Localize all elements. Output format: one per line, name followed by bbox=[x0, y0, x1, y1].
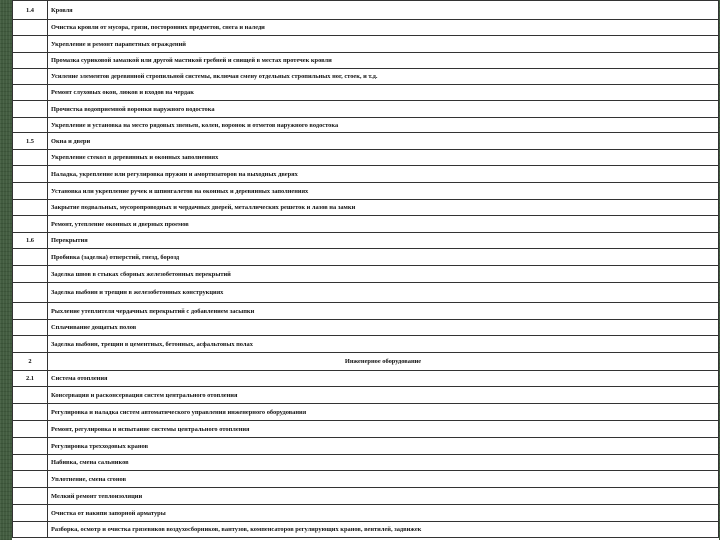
work-description: Очистка кровли от мусора, грязи, посторонних предметов, снега и наледи bbox=[48, 20, 719, 36]
table-row bbox=[13, 283, 719, 303]
row-number bbox=[13, 336, 48, 353]
row-number bbox=[13, 200, 48, 216]
work-description: Мелкий ремонт теплоизоляции bbox=[48, 488, 719, 505]
row-number bbox=[13, 471, 48, 488]
row-number bbox=[13, 216, 48, 233]
row-number: 2 bbox=[13, 353, 48, 371]
work-description: Система отопления bbox=[48, 371, 719, 387]
work-description: Укрепление стекол в деревянных и оконных заполнениях bbox=[48, 150, 719, 166]
table-row bbox=[13, 150, 719, 166]
table-row bbox=[13, 471, 719, 488]
work-description: Пробивка (заделка) отверстий, гнезд, борозд bbox=[48, 249, 719, 266]
table-row bbox=[13, 421, 719, 438]
table-row bbox=[13, 320, 719, 336]
table-row bbox=[13, 118, 719, 133]
row-number: 1.4 bbox=[13, 1, 48, 20]
table-row bbox=[13, 522, 719, 538]
row-number bbox=[13, 166, 48, 183]
table-row bbox=[13, 387, 719, 404]
table-row bbox=[13, 249, 719, 266]
work-description: Регулировка трехходовых кранов bbox=[48, 438, 719, 455]
table-row bbox=[13, 183, 719, 200]
table-row bbox=[13, 69, 719, 85]
work-description: Консервация и расконсервация систем центрального отопления bbox=[48, 387, 719, 404]
row-number bbox=[13, 283, 48, 303]
work-description: Очистка от накипи запорной арматуры bbox=[48, 505, 719, 522]
work-description: Заделка швов в стыках сборных железобетонных перекрытий bbox=[48, 266, 719, 283]
row-number bbox=[13, 505, 48, 522]
table-row bbox=[13, 438, 719, 455]
row-number bbox=[13, 488, 48, 505]
work-description: Укрепление и ремонт парапетных ограждений bbox=[48, 36, 719, 53]
row-number bbox=[13, 69, 48, 85]
row-number bbox=[13, 36, 48, 53]
subsection-row bbox=[13, 1, 719, 20]
row-number bbox=[13, 118, 48, 133]
work-description: Заделка выбоин и трещин в железобетонных конструкциях bbox=[48, 283, 719, 303]
row-number bbox=[13, 522, 48, 538]
document-sheet bbox=[12, 0, 719, 540]
maintenance-works-table bbox=[12, 0, 719, 538]
row-number: 1.5 bbox=[13, 133, 48, 150]
table-row bbox=[13, 20, 719, 36]
row-number bbox=[13, 183, 48, 200]
row-number bbox=[13, 404, 48, 421]
section-title: Инженерное оборудование bbox=[48, 353, 719, 371]
row-number bbox=[13, 421, 48, 438]
work-description: Регулировка и наладка систем автоматического управления инженерного оборудования bbox=[48, 404, 719, 421]
table-row bbox=[13, 200, 719, 216]
row-number bbox=[13, 53, 48, 69]
work-description: Закрытие подвальных, мусоропроводных и чердачных дверей, металлических решеток и лазов на замки bbox=[48, 200, 719, 216]
work-description: Рыхление утеплителя чердачных перекрытий с добавлением засыпки bbox=[48, 303, 719, 320]
work-description: Сплачивание дощатых полов bbox=[48, 320, 719, 336]
work-description: Ремонт, регулировка и испытание системы центрального отопления bbox=[48, 421, 719, 438]
table-row bbox=[13, 53, 719, 69]
subsection-row bbox=[13, 133, 719, 150]
row-number bbox=[13, 249, 48, 266]
row-number bbox=[13, 320, 48, 336]
work-description: Прочистка водоприемной воронки наружного водостока bbox=[48, 101, 719, 118]
work-description: Уплотнение, смена сгонов bbox=[48, 471, 719, 488]
row-number bbox=[13, 150, 48, 166]
table-row bbox=[13, 455, 719, 471]
row-number bbox=[13, 438, 48, 455]
work-description: Усиление элементов деревянной стропильной системы, включая смену отдельных стропильных ног, стоек, и т.д. bbox=[48, 69, 719, 85]
table-row bbox=[13, 166, 719, 183]
work-description: Установка или укрепление ручек и шпингалетов на оконных и деревянных заполнениях bbox=[48, 183, 719, 200]
subsection-row bbox=[13, 233, 719, 249]
work-description: Ремонт слуховых окон, люков и входов на чердак bbox=[48, 85, 719, 101]
work-description: Разборка, осмотр и очистка грязевиков воздухосборников, вантузов, компенсаторов регулирующих кранов, вентилей, задвижек bbox=[48, 522, 719, 538]
row-number bbox=[13, 85, 48, 101]
table-row bbox=[13, 336, 719, 353]
work-description: Набивка, смена сальников bbox=[48, 455, 719, 471]
work-description: Наладка, укрепление или регулировка пружин и амортизаторов на выходных дверях bbox=[48, 166, 719, 183]
work-description: Перекрытия bbox=[48, 233, 719, 249]
table-row bbox=[13, 36, 719, 53]
row-number bbox=[13, 266, 48, 283]
row-number: 2.1 bbox=[13, 371, 48, 387]
table-row bbox=[13, 303, 719, 320]
row-number bbox=[13, 101, 48, 118]
row-number bbox=[13, 20, 48, 36]
table-row bbox=[13, 404, 719, 421]
table-row bbox=[13, 505, 719, 522]
work-description: Окна и двери bbox=[48, 133, 719, 150]
subsection-row bbox=[13, 371, 719, 387]
work-description: Промазка суриковой замазкой или другой мастикой гребней и свищей в местах протечек кровли bbox=[48, 53, 719, 69]
table-row bbox=[13, 101, 719, 118]
section-row bbox=[13, 353, 719, 371]
table-row bbox=[13, 216, 719, 233]
row-number bbox=[13, 455, 48, 471]
work-description: Ремонт, утепление оконных и дверных проемов bbox=[48, 216, 719, 233]
row-number bbox=[13, 387, 48, 404]
work-description: Укрепление и установка на место рядовых звеньев, колен, воронок и отметов наружного водостока bbox=[48, 118, 719, 133]
table-row bbox=[13, 85, 719, 101]
work-description: Заделка выбоин, трещин в цементных, бетонных, асфальтовых полах bbox=[48, 336, 719, 353]
row-number: 1.6 bbox=[13, 233, 48, 249]
row-number bbox=[13, 303, 48, 320]
work-description: Кровля bbox=[48, 1, 719, 20]
table-row bbox=[13, 488, 719, 505]
table-row bbox=[13, 266, 719, 283]
